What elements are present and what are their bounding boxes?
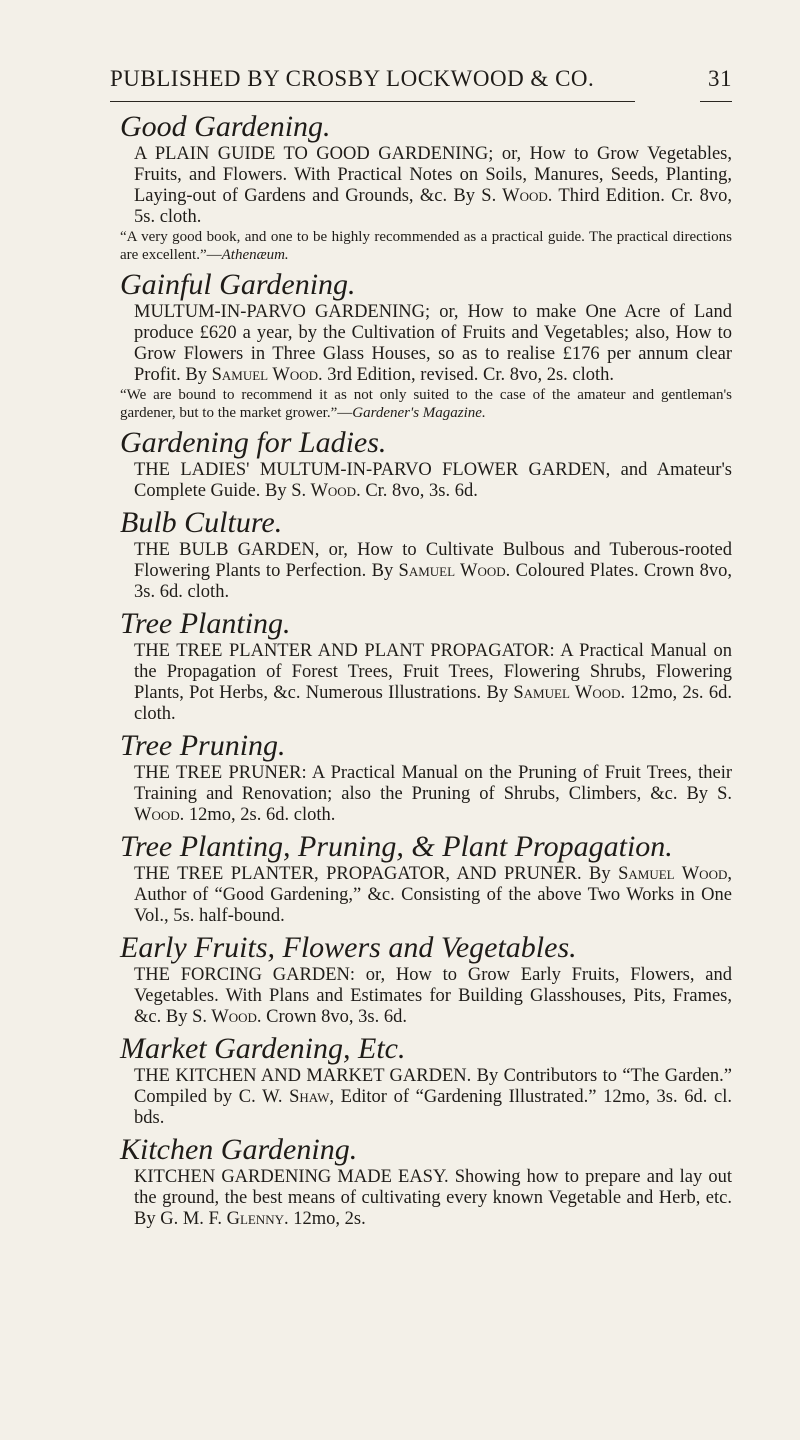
catalogue-entry (120, 268, 732, 422)
entry-heading: Tree Pruning. (120, 729, 286, 762)
entry-heading: Good Gardening. (120, 110, 331, 143)
catalogue-entry (120, 830, 732, 927)
entry-details: 12mo, 2s. 6d. cloth. (184, 805, 336, 825)
catalogue-entry (120, 607, 732, 725)
review-quote (120, 228, 732, 264)
entry-description (134, 1167, 732, 1230)
catalogue-entry (120, 110, 732, 264)
entry-text: A Practical Manual on the Pruning of Fruit Trees, their Training and Renovation; also the Pruning of Shrubs, Climbers, &c. By (134, 763, 732, 804)
entry-details: Cr. 8vo, 3s. 6d. (360, 481, 478, 501)
entry-title: KITCHEN GARDENING MADE EASY. (134, 1167, 449, 1187)
entry-author: S. Wood. (481, 186, 553, 206)
entry-text: A Practical Manual on the Propagation of Forest Trees, Fruit Trees, Flowering Shrubs, Flowering Plants, Pot Herbs, &c. Numerous Illustrations. By (134, 641, 733, 703)
catalogue-entry (120, 426, 732, 502)
catalogue-entry (120, 931, 732, 1028)
running-head (110, 60, 740, 100)
entry-description (134, 1066, 732, 1129)
entry-description (134, 864, 732, 927)
entry-description (134, 302, 732, 386)
entry-heading: Tree Planting. (120, 607, 291, 640)
entry-details: Author of “Good Gardening,” &c. Consisting of the above Two Works in One Vol., 5s. half-bound. (134, 885, 732, 926)
entry-text: or, How to Cultivate Bulbous and Tuberous-rooted Flowering Plants to Perfection. By (134, 540, 732, 581)
entry-description (134, 144, 732, 228)
entry-details: Third Edition. Cr. 8vo, 5s. cloth. (134, 186, 732, 227)
entry-heading: Gainful Gardening. (120, 268, 356, 301)
entry-title: A PLAIN GUIDE TO GOOD GARDENING; (134, 144, 494, 164)
entry-title: THE KITCHEN AND MARKET GARDEN. (134, 1066, 472, 1086)
entry-heading: Kitchen Gardening. (120, 1133, 358, 1166)
entry-author: S. Wood. (192, 1007, 262, 1027)
entry-details: 3rd Edition, revised. Cr. 8vo, 2s. cloth. (322, 365, 615, 385)
entry-text: Showing how to prepare and lay out the ground, the best means of cultivating every known Vegetable and Herb, etc. By (134, 1167, 732, 1229)
entry-description (134, 965, 732, 1028)
entry-title: THE TREE PLANTER AND PLANT PROPAGATOR: (134, 641, 555, 661)
entry-text: or, How to make One Acre of Land produce £620 a year, by the Cultivation of Fruits and Vegetables; also, How to Grow Flowers in Three Glass Houses, so as to realise £176 per annum clear Profit. By (134, 302, 732, 385)
entry-title: THE BULB GARDEN, (134, 540, 320, 560)
quote-source: Athenæum. (221, 247, 289, 263)
quote-source: Gardener's Magazine. (352, 405, 486, 421)
catalogue-entry (120, 729, 732, 826)
entry-heading: Early Fruits, Flowers and Vegetables. (120, 931, 577, 964)
entry-text: and Amateur's Complete Guide. By (134, 460, 733, 501)
entry-author: G. M. F. Glenny. (160, 1209, 289, 1229)
review-quote (120, 386, 732, 422)
entry-author: S. Wood. (134, 784, 732, 825)
entry-details: 12mo, 2s. (288, 1209, 366, 1229)
quote-text: “We are bound to recommend it as not only suited to the case of the amateur and gentleman's gardener, but to the market grower.”— (120, 387, 732, 421)
catalogue-entry (120, 1032, 732, 1129)
running-title: PUBLISHED BY CROSBY LOCKWOOD & CO. (110, 66, 595, 91)
entry-heading: Gardening for Ladies. (120, 426, 387, 459)
entry-author: S. Wood. (291, 481, 361, 501)
catalogue-entry (120, 1133, 732, 1230)
entry-description (134, 540, 732, 603)
entry-description (134, 460, 732, 502)
entry-heading: Tree Planting, Pruning, & Plant Propagation. (120, 830, 673, 863)
entry-author: Samuel Wood. (211, 365, 323, 385)
entry-author: Samuel Wood. (513, 683, 626, 703)
entry-text: By (581, 864, 619, 884)
quote-text: “A very good book, and one to be highly recommended as a practical guide. The practical directions are excellent.”— (120, 229, 732, 263)
entry-title: MULTUM-IN-PARVO GARDENING; (134, 302, 431, 322)
entry-author: Samuel Wood. (398, 561, 511, 581)
entry-title: THE LADIES' MULTUM-IN-PARVO FLOWER GARDEN, (134, 460, 611, 480)
entry-text: or, How to Grow Vegetables, Fruits, and Flowers. With Practical Notes on Soils, Manures, Seeds, Planting, Laying-out of Gardens and Grounds, &c. By (134, 144, 732, 206)
entry-text: or, How to Grow Early Fruits, Flowers, and Vegetables. With Plans and Estimates for Building Glasshouses, Pits, Frames, &c. By (134, 965, 732, 1027)
entry-description (134, 641, 732, 725)
header-rule-short (700, 101, 732, 102)
entry-heading: Bulb Culture. (120, 506, 283, 539)
entry-details: Crown 8vo, 3s. 6d. (261, 1007, 407, 1027)
entry-author: Samuel Wood, (618, 864, 732, 884)
entry-details: Coloured Plates. Crown 8vo, 3s. 6d. cloth. (134, 561, 732, 602)
entry-title: THE FORCING GARDEN: (134, 965, 355, 985)
catalogue-entry (120, 506, 732, 603)
entry-title: THE TREE PRUNER: (134, 763, 307, 783)
entry-heading: Market Gardening, Etc. (120, 1032, 406, 1065)
entry-description (134, 763, 732, 826)
page-number: 31 (708, 66, 732, 91)
entry-title: THE TREE PLANTER, PROPAGATOR, AND PRUNER. (134, 864, 582, 884)
header-rule (110, 101, 635, 102)
entry-text: By Contributors to “The Garden.” Compiled by (134, 1066, 732, 1107)
entry-author: C. W. Shaw, (238, 1087, 335, 1107)
entry-details: Editor of “Gardening Illustrated.” 12mo, 3s. 6d. cl. bds. (134, 1087, 732, 1128)
catalogue-list (120, 108, 732, 1230)
entry-details: 12mo, 2s. 6d. cloth. (134, 683, 732, 724)
